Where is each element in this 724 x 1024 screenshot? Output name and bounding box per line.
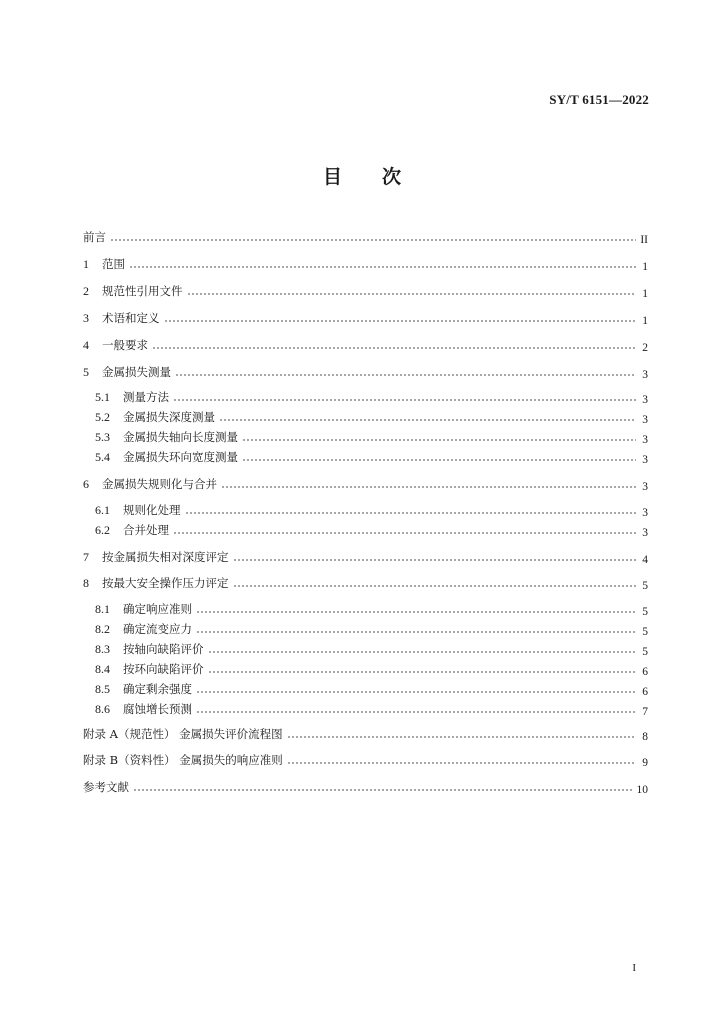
toc-entry-text: 金属损失测量 xyxy=(102,365,171,379)
toc-leader-dots xyxy=(208,651,637,653)
toc-title xyxy=(0,162,724,189)
toc-entry-text: 合并处理 xyxy=(123,523,169,537)
toc-entry-text: 按环向缺陷评价 xyxy=(123,662,204,676)
toc-entry-page: 1 xyxy=(642,261,648,273)
toc-entry-page: 5 xyxy=(642,606,648,618)
toc-leader-dots xyxy=(164,320,637,322)
toc-entry-page: 5 xyxy=(642,580,648,592)
toc-entry-text: 术语和定义 xyxy=(102,311,160,325)
toc-subentry[interactable] xyxy=(95,680,648,698)
toc-entry[interactable] xyxy=(83,255,648,273)
toc-entry-page: 5 xyxy=(642,646,648,658)
toc-entry-foreword[interactable] xyxy=(83,228,648,246)
toc-leader-dots xyxy=(196,611,636,613)
toc-entry-page: 3 xyxy=(642,414,648,426)
toc-entry-page: 3 xyxy=(642,454,648,466)
toc-entry[interactable] xyxy=(83,363,648,381)
toc-subentry[interactable] xyxy=(95,620,648,638)
toc-leader-dots xyxy=(233,585,637,587)
toc-leader-dots xyxy=(110,239,636,241)
toc-title-char-1: 目 xyxy=(322,166,342,188)
toc-leader-dots xyxy=(196,631,636,633)
toc-entry-text: 金属损失环向宽度测量 xyxy=(123,450,238,464)
toc-entry-page: 3 xyxy=(642,434,648,446)
toc-entry[interactable] xyxy=(83,309,648,327)
toc-leader-dots xyxy=(152,347,636,349)
toc-entry[interactable] xyxy=(83,548,648,566)
toc-entry-number: 7 xyxy=(83,550,89,564)
toc-entry[interactable] xyxy=(83,336,648,354)
toc-entry-number: 4 xyxy=(83,338,89,352)
toc-leader-dots xyxy=(233,559,637,561)
toc-entry-text: 范围 xyxy=(102,257,125,271)
toc-subentry[interactable] xyxy=(95,640,648,658)
toc-entry-number: 3 xyxy=(83,311,89,325)
toc-leader-dots xyxy=(196,691,636,693)
toc-leader-dots xyxy=(287,762,636,764)
toc-entry-number: 5.4 xyxy=(95,450,110,464)
toc-entry-page: 2 xyxy=(642,342,648,354)
toc-entry-page: 6 xyxy=(642,686,648,698)
toc-entry-page: 4 xyxy=(642,554,648,566)
toc-entry-number: 6.2 xyxy=(95,523,110,537)
toc-entry-text: 附录 B（资料性） 金属损失的响应准则 xyxy=(83,753,283,767)
toc-entry-number: 5.1 xyxy=(95,390,110,404)
toc-entry-number: 8.1 xyxy=(95,602,110,616)
toc-entry-number: 5 xyxy=(83,365,89,379)
toc-entry-text: 金属损失深度测量 xyxy=(123,410,215,424)
toc-leader-dots xyxy=(187,293,637,295)
toc-entry-page: 3 xyxy=(642,481,648,493)
standard-code: SY/T 6151—2022 xyxy=(549,92,649,107)
toc-leader-dots xyxy=(175,374,636,376)
toc-entry-text: 参考文献 xyxy=(83,780,129,794)
toc-leader-dots xyxy=(133,789,633,791)
toc-entry-text: 一般要求 xyxy=(102,338,148,352)
toc-entry[interactable] xyxy=(83,574,648,592)
toc-entry-page: II xyxy=(640,234,648,246)
toc-entry-page: 8 xyxy=(642,731,648,743)
toc-entry-text: 金属损失规则化与合并 xyxy=(102,477,217,491)
toc-leader-dots xyxy=(196,711,636,713)
toc-leader-dots xyxy=(219,419,636,421)
page-number: I xyxy=(632,962,636,974)
toc-entry-page: 3 xyxy=(642,394,648,406)
toc-entry-number: 8.6 xyxy=(95,702,110,716)
toc-subentry[interactable] xyxy=(95,428,648,446)
toc-entry-number: 6.1 xyxy=(95,503,110,517)
toc-entry-number: 2 xyxy=(83,284,89,298)
toc-leader-dots xyxy=(185,512,637,514)
toc-entry-text: 确定流变应力 xyxy=(123,622,192,636)
toc-entry-number: 8.4 xyxy=(95,662,110,676)
toc-title-char-2: 次 xyxy=(382,166,402,188)
toc-subentry[interactable] xyxy=(95,448,648,466)
toc-entry-appendix-b[interactable] xyxy=(83,751,648,769)
toc-entry-page: 7 xyxy=(642,706,648,718)
toc-entry-page: 5 xyxy=(642,626,648,638)
toc-entry-number: 5.2 xyxy=(95,410,110,424)
toc-entry-text: 按轴向缺陷评价 xyxy=(123,642,204,656)
toc-entry-page: 9 xyxy=(642,757,648,769)
toc-entry-page: 1 xyxy=(642,315,648,327)
toc-entry-references[interactable] xyxy=(83,778,648,796)
toc-entry-text: 前言 xyxy=(83,230,106,244)
toc-entry-page: 6 xyxy=(642,666,648,678)
toc-entry-page: 3 xyxy=(642,507,648,519)
toc-entry-number: 8 xyxy=(83,576,89,590)
toc-entry[interactable] xyxy=(83,282,648,300)
toc-entry-number: 6 xyxy=(83,477,89,491)
toc-subentry[interactable] xyxy=(95,600,648,618)
toc-entry-text: 确定剩余强度 xyxy=(123,682,192,696)
toc-entry-text: 腐蚀增长预测 xyxy=(123,702,192,716)
toc-leader-dots xyxy=(242,459,636,461)
toc-leader-dots xyxy=(208,671,637,673)
toc-subentry[interactable] xyxy=(95,408,648,426)
toc-leader-dots xyxy=(287,736,636,738)
toc-entry-page: 3 xyxy=(642,527,648,539)
toc-entry[interactable] xyxy=(83,475,648,493)
toc-entry-number: 8.5 xyxy=(95,682,110,696)
toc-subentry[interactable] xyxy=(95,501,648,519)
toc-leader-dots xyxy=(221,486,636,488)
toc-entry-number: 5.3 xyxy=(95,430,110,444)
toc-entry-text: 金属损失轴向长度测量 xyxy=(123,430,238,444)
toc-entry-text: 确定响应准则 xyxy=(123,602,192,616)
toc-entry-number: 8.3 xyxy=(95,642,110,656)
toc-entry-page: 3 xyxy=(642,369,648,381)
toc-entry-appendix-a[interactable] xyxy=(83,725,648,743)
toc-entry-page: 10 xyxy=(636,784,648,796)
toc-subentry[interactable] xyxy=(95,521,648,539)
toc-entry-text: 按最大安全操作压力评定 xyxy=(102,576,229,590)
toc-entry-text: 附录 A（规范性） 金属损失评价流程图 xyxy=(83,727,283,741)
toc-subentry[interactable] xyxy=(95,388,648,406)
toc-entry-number: 8.2 xyxy=(95,622,110,636)
toc-leader-dots xyxy=(173,532,636,534)
toc-leader-dots xyxy=(242,439,636,441)
toc-subentry[interactable] xyxy=(95,660,648,678)
toc-entry-text: 按金属损失相对深度评定 xyxy=(102,550,229,564)
toc-subentry[interactable] xyxy=(95,700,648,718)
toc-entry-text: 规范性引用文件 xyxy=(102,284,183,298)
toc-entry-page: 1 xyxy=(642,288,648,300)
toc-entry-text: 规则化处理 xyxy=(123,503,181,517)
toc-entry-number: 1 xyxy=(83,257,89,271)
toc-entry-text: 测量方法 xyxy=(123,390,169,404)
toc-leader-dots xyxy=(173,399,636,401)
toc-leader-dots xyxy=(129,266,636,268)
